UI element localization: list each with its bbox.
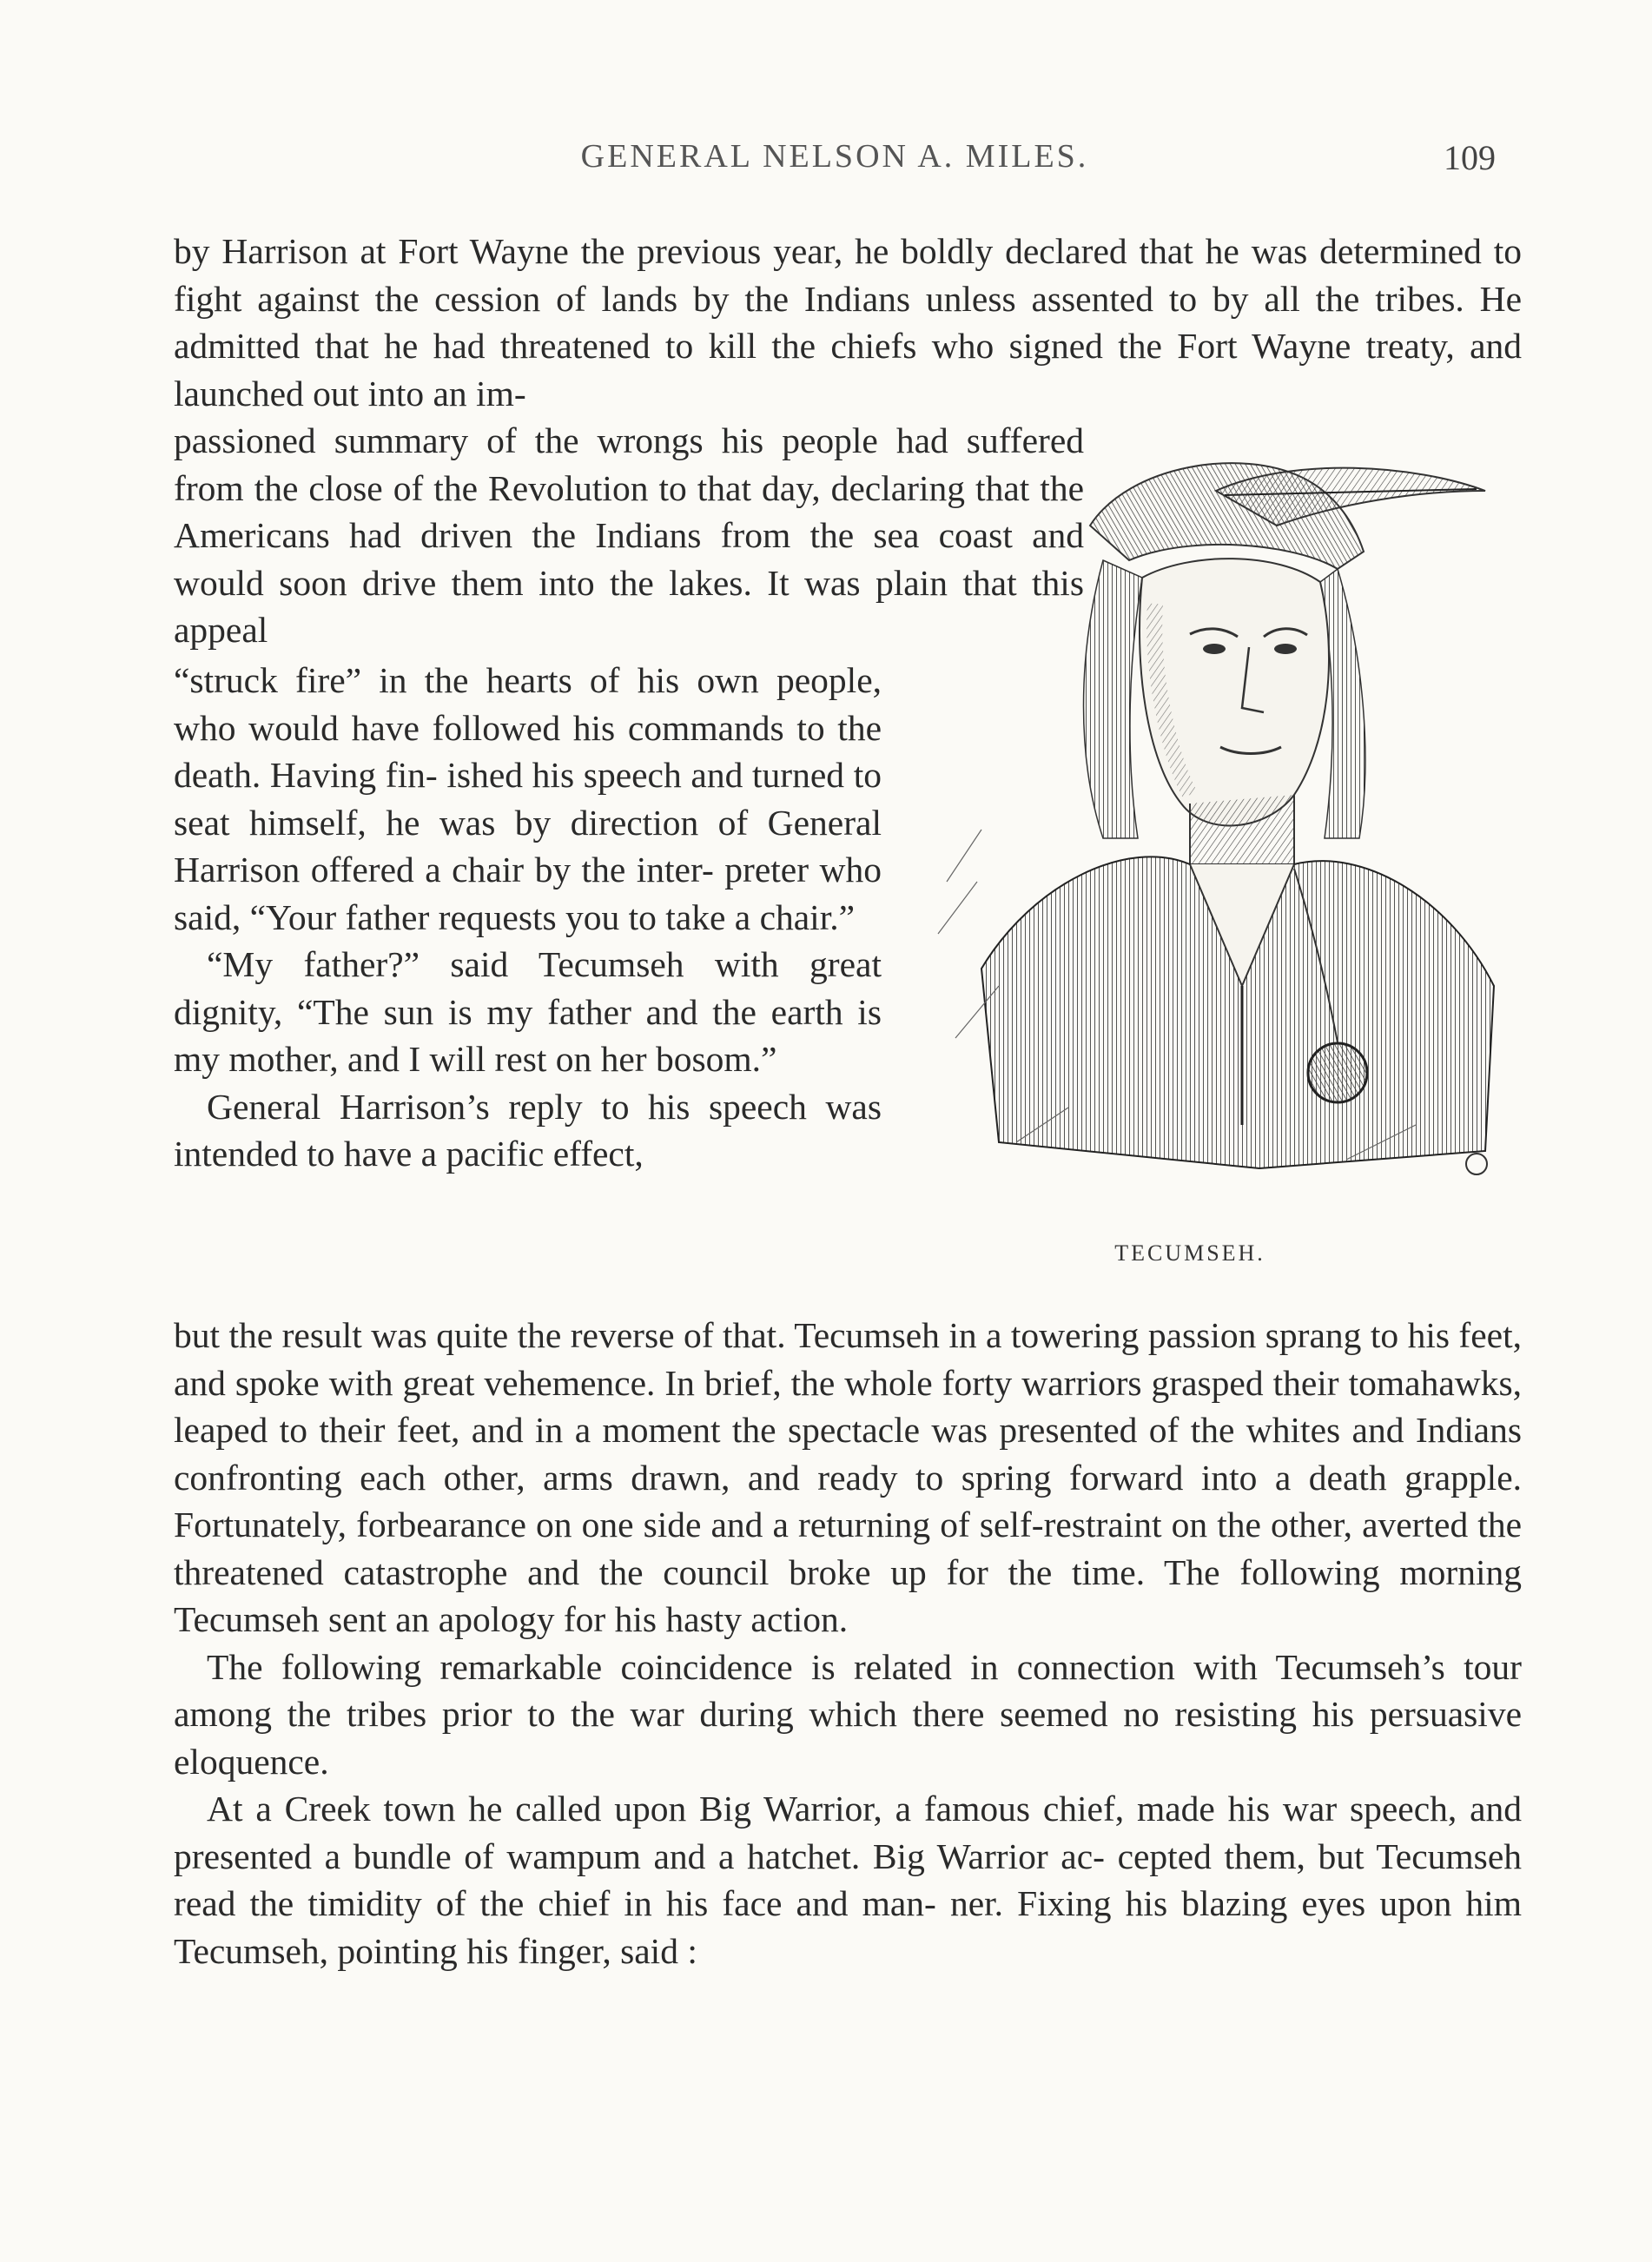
running-head-title: GENERAL NELSON A. MILES. [580,138,1089,175]
paragraph-harrison-reply: General Harrison’s reply to his speech was intended to have a pacific effect, [174,1086,882,1174]
wrapped-text-lower [174,657,882,1178]
paragraph-continued-wrap: passioned summary of the wrongs his people had suffered from the close of the Revolution to that day, declaring that the Americans had driven the Indians from the sea coast and would soon drive them into the lakes. It was plain that this appeal [174,420,1084,650]
text-after-figure [174,1312,1522,1974]
paragraph-coincidence: The following remarkable coincidence is related in connection with Tecumseh’s tour among the tribes prior to the war during which there seemed no resisting his persuasive eloquence. [174,1646,1522,1782]
paragraph-my-father: “My father?” said Tecumseh with great dignity, “The sun is my father and the earth is my mother, and I will rest on her bosom.” [174,944,882,1079]
paragraph-creek-town: At a Creek town he called upon Big Warrior, a famous chief, made his war speech, and presented a bundle of wampum and a hatchet. Big Warrior ac- cepted them, but Tecumseh read the timidity of the chief in his face and man- ner. Fixing his blazing eyes upon him Tecumseh, pointing his finger, said : [174,1789,1522,1971]
paragraph-towering-passion: but the result was quite the reverse of that. Tecumseh in a towering passion sprang to his feet, and spoke with great vehemence. In brief, the whole forty warriors grasped their tomahawks, leaped to their feet, and in a moment the spectacle was presented of the whites and Indians confronting each other, arms drawn, and ready to spring forward into a death grapple. Fortunately, forbearance on one side and a returning of self-restraint on the other, averted the threatened catastrophe and the council broke up for the time. The following morning Tecumseh sent an apology for his hasty action. [174,1315,1522,1639]
tecumseh-portrait-engraving [929,430,1537,1212]
paragraph-continued: by Harrison at Fort Wayne the previous year, he boldly declared that he was determined to fight against the cession of lands by the Indians unless assented to by all the tribes. He admitted that he had threatened to kill the chiefs who signed the Fort Wayne treaty, and launched out into an im- [174,231,1522,413]
figure-caption: TECUMSEH. [1114,1240,1265,1266]
paragraph-opening [174,228,1522,417]
page-number: 109 [1444,138,1496,177]
paragraph-struck-fire: “struck fire” in the hearts of his own people, who would have followed his commands to the death. Having fin- ished his speech and turned to seat himself, he was by direction of General Harrison offered a chair by the inter- preter who said, “Your father requests you to take a chair.” [174,660,882,937]
running-head [174,137,1496,181]
